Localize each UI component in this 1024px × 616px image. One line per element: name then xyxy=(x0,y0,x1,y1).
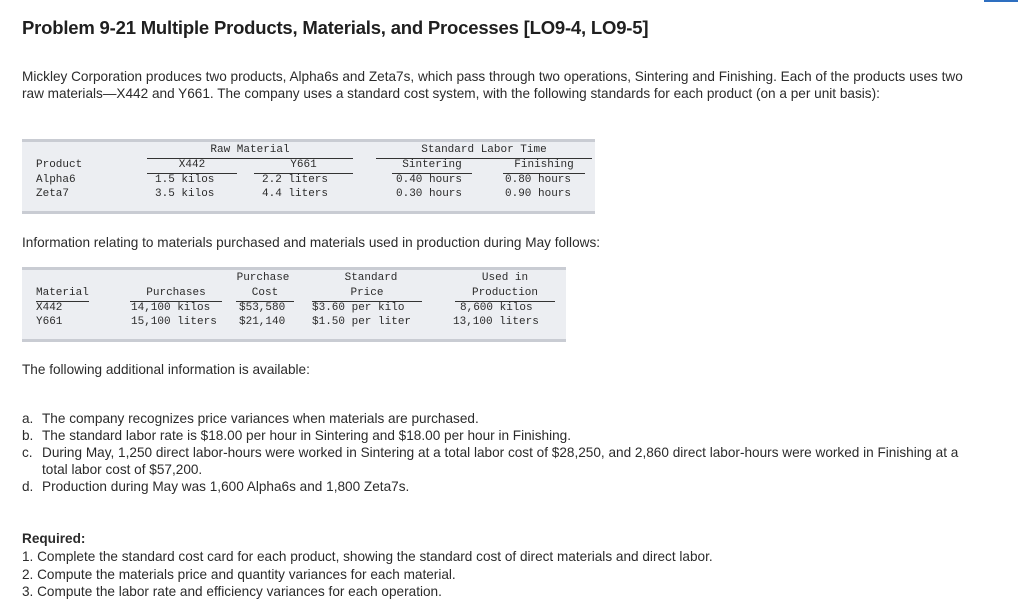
list-item xyxy=(22,427,982,444)
table-cell: Zeta7 xyxy=(36,188,70,200)
list-item-text: The company recognizes price variances when materials are purchased. xyxy=(42,411,479,426)
list-marker: b. xyxy=(22,428,34,443)
table-cell: 0.90 hours xyxy=(505,188,572,200)
table-cell: Alpha6 xyxy=(36,174,76,186)
table-cell: $21,140 xyxy=(239,316,286,328)
table-cell: 0.80 hours xyxy=(505,174,572,186)
col-header-x442: X442 xyxy=(147,158,237,174)
intro-paragraph: Mickley Corporation produces two products, Alpha6s and Zeta7s, which pass through two operations, Sintering and Finishing. Each of the products uses two raw materials—X442 and Y661. The company uses a standard cost system, with the following standards for each product (on a per unit basis): xyxy=(22,69,963,101)
table-cell: 0.40 hours xyxy=(396,174,463,186)
table-cell: 8,600 kilos xyxy=(460,302,533,314)
header-top-purchase: Purchase xyxy=(236,272,290,284)
materials-table xyxy=(22,267,566,342)
required-item: 1. Complete the standard cost card for each product, showing the standard cost of direct materials and direct labor. xyxy=(22,549,713,564)
table-cell: 4.4 liters xyxy=(262,188,329,200)
list-marker: c. xyxy=(22,445,33,460)
table-cell: 15,100 liters xyxy=(131,316,217,328)
required-heading: Required: xyxy=(22,531,86,546)
col-header-product: Product xyxy=(36,159,83,171)
additional-info-heading: The following additional information is available: xyxy=(22,362,310,377)
required-item: 3. Compute the labor rate and efficiency variances for each operation. xyxy=(22,584,442,599)
header-top-standard: Standard xyxy=(344,272,398,284)
standards-table xyxy=(22,139,595,214)
table-cell: $1.50 per liter xyxy=(312,316,412,328)
col-header-production: Production xyxy=(455,286,555,302)
col-header-sintering: Sintering xyxy=(392,158,472,174)
raw-material-group-header: Raw Material xyxy=(147,143,353,159)
col-header-cost: Cost xyxy=(236,286,294,302)
table-cell: 0.30 hours xyxy=(396,188,463,200)
list-item-text: The standard labor rate is $18.00 per hour in Sintering and $18.00 per hour in Finishing. xyxy=(42,428,571,443)
list-marker: a. xyxy=(22,411,34,426)
table-cell: $3.60 per kilo xyxy=(312,302,405,314)
table-cell: 13,100 liters xyxy=(453,316,539,328)
required-item: 2. Compute the materials price and quantity variances for each material. xyxy=(22,566,456,582)
list-item xyxy=(22,478,982,495)
table-cell: X442 xyxy=(36,302,63,314)
table-cell: 3.5 kilos xyxy=(155,188,215,200)
col-header-material: Material xyxy=(36,286,89,302)
list-item xyxy=(22,444,982,478)
problem-title: Problem 9-21 Multiple Products, Materials, and Processes [LO9-4, LO9-5] xyxy=(22,17,649,38)
table-cell: 1.5 kilos xyxy=(155,174,215,186)
list-marker: d. xyxy=(22,479,34,494)
top-accent-line xyxy=(984,0,1018,2)
list-item xyxy=(22,410,982,427)
header-top-used: Used in xyxy=(481,272,529,284)
table-cell: Y661 xyxy=(36,316,63,328)
list-item-text: During May, 1,250 direct labor-hours were worked in Sintering at a total labor cost of $28,250, and 2,860 direct labor-hours were worked in Finishing at a total labor cost of $57,200. xyxy=(42,445,959,477)
required-list xyxy=(22,548,713,601)
col-header-purchases: Purchases xyxy=(130,286,222,302)
col-header-y661: Y661 xyxy=(254,158,353,174)
table-cell: 2.2 liters xyxy=(262,174,329,186)
info-paragraph: Information relating to materials purchased and materials used in production during May follows: xyxy=(22,235,601,250)
table-cell: $53,580 xyxy=(239,302,286,314)
additional-info-list xyxy=(22,410,982,495)
table-cell: 14,100 kilos xyxy=(131,302,211,314)
labor-time-group-header: Standard Labor Time xyxy=(376,143,592,159)
col-header-price: Price xyxy=(312,286,422,302)
list-item-text: Production during May was 1,600 Alpha6s and 1,800 Zeta7s. xyxy=(42,479,410,494)
col-header-finishing: Finishing xyxy=(503,158,585,174)
